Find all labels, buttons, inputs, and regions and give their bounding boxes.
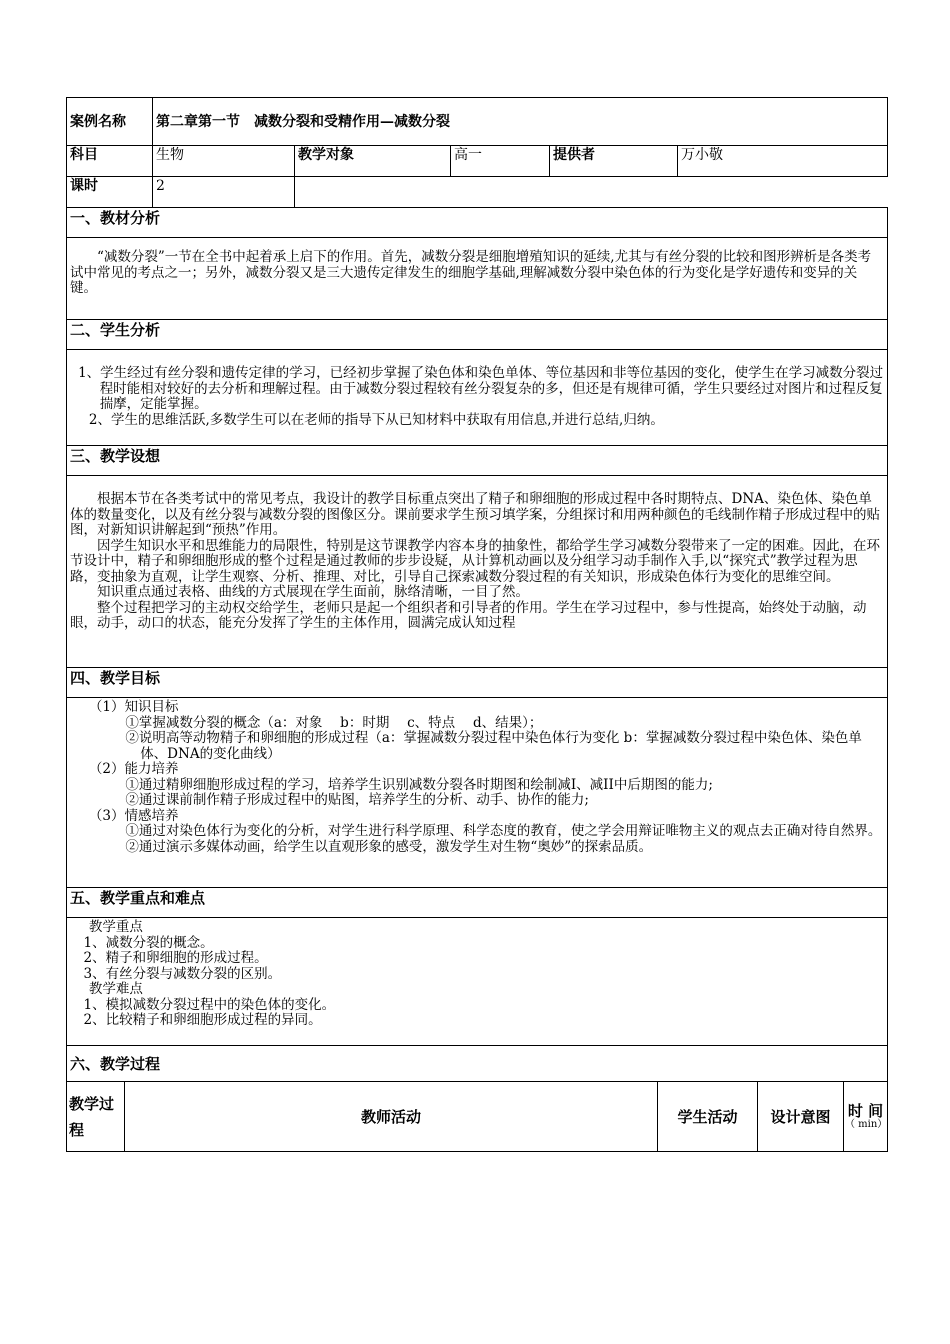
case-name-value: 第二章第一节 减数分裂和受精作用—减数分裂 bbox=[153, 98, 888, 146]
objective-emotion-2: ②通过演示多媒体动画，给学生以直观形象的感受，激发学生对生物“奥妙”的探索品质。 bbox=[125, 838, 653, 855]
key-points-label: 教学重点 bbox=[88, 919, 143, 935]
section-title-design: 三、教学设想 bbox=[67, 446, 888, 476]
process-table bbox=[66, 1081, 888, 1152]
process-col-time bbox=[844, 1082, 888, 1152]
section-body-students bbox=[67, 350, 888, 446]
section-title-objectives: 四、教学目标 bbox=[67, 668, 888, 698]
objective-emotion-1: ①通过对染色体行为变化的分析，对学生进行科学原理、科学态度的教育，使之学会用辩证唯物主义的观点去正确对待自然界。 bbox=[125, 823, 882, 839]
process-col-intent: 设计意图 bbox=[758, 1082, 844, 1152]
provider-label: 提供者 bbox=[550, 146, 678, 177]
section-title-process: 六、教学过程 bbox=[67, 1046, 888, 1082]
process-col-time-label: 时 间 bbox=[847, 1101, 884, 1120]
key-point-3: 3、有丝分裂与减数分裂的区别。 bbox=[83, 965, 282, 982]
section-title-students: 二、学生分析 bbox=[67, 320, 888, 350]
info-table bbox=[66, 97, 888, 1082]
difficult-point-1: 1、模拟减数分裂过程中的染色体的变化。 bbox=[83, 996, 336, 1013]
objective-knowledge-2: ②说明高等动物精子和卵细胞的形成过程（a：掌握减数分裂过程中染色体行为变化 b：掌握减数分裂过程中染色体、染色单体、DNA的变化曲线） bbox=[125, 730, 862, 762]
objective-group-emotion: （3）情感培养 bbox=[88, 807, 179, 824]
design-paragraph-2: 因学生知识水平和思维能力的局限性，特别是这节课教学内容本身的抽象性，都给学生学习减数分裂带来了一定的困难。因此，在环节设计中，精子和卵细胞形成的整个过程是通过教师的步步设疑，从计算机动画以及分组学习动手制作入手,以“探究式”教学过程为思路，变抽象为直观，让学生观察、分析、推理、对比，引导自己探索减数分裂过程的有关知识，形成染色体行为变化的思维空间。 bbox=[70, 537, 880, 585]
difficult-points-label: 教学难点 bbox=[88, 981, 143, 997]
section-body-materials bbox=[67, 238, 888, 320]
period-label: 课时 bbox=[67, 177, 153, 208]
difficult-point-2: 2、比较精子和卵细胞形成过程的异同。 bbox=[83, 1012, 322, 1028]
section-body-design bbox=[67, 476, 888, 668]
lesson-plan bbox=[66, 97, 887, 1152]
section-title-materials: 一、教材分析 bbox=[67, 208, 888, 238]
period-empty bbox=[295, 177, 888, 208]
objective-ability-1: ①通过精卵细胞形成过程的学习，培养学生识别减数分裂各时期图和绘制减I、减II中后期图的能力; bbox=[125, 776, 713, 793]
process-col-time-unit: （ min） bbox=[845, 1118, 888, 1130]
materials-paragraph: “减数分裂”一节在全书中起着承上启下的作用。首先，减数分裂是细胞增殖知识的延续,尤其与有丝分裂的比较和图形辨析是各类考试中常见的考点之一；另外，减数分裂又是三大遗传定律发生的细胞学基础,理解减数分裂中染色体的行为变化是学好遗传和变异的关键。 bbox=[70, 249, 872, 296]
key-point-1: 1、减数分裂的概念。 bbox=[83, 934, 214, 951]
provider-value: 万小敬 bbox=[678, 146, 888, 177]
section-title-key-points: 五、教学重点和难点 bbox=[67, 888, 888, 918]
design-paragraph-1: 根据本节在各类考试中的常见考点，我设计的教学目标重点突出了精子和卵细胞的形成过程中各时期特点、DNA、染色体、染色单体的数量变化，以及有丝分裂与减数分裂的图像区分。课前要求学生预习填学案，分组探讨和用两种颜色的毛线制作精子形成过程中的贴图，对新知识讲解起到“预热”作用。 bbox=[70, 491, 880, 538]
objective-ability-2: ②通过课前制作精子形成过程中的贴图，培养学生的分析、动手、协作的能力; bbox=[125, 792, 589, 808]
period-value: 2 bbox=[153, 177, 295, 208]
section-body-key-points bbox=[67, 918, 888, 1046]
process-col-student: 学生活动 bbox=[658, 1082, 758, 1152]
design-paragraph-4: 整个过程把学习的主动权交给学生，老师只是起一个组织者和引导者的作用。学生在学习过程中，参与性提高，始终处于动脑，动眼，动手，动口的状态，能充分发挥了学生的主体作用，圆满完成认知过程 bbox=[70, 599, 867, 631]
students-point-1: 1、学生经过有丝分裂和遗传定律的学习，已经初步掌握了染色体和染色单体、等位基因和非等位基因的变化，使学生在学习减数分裂过程时能相对较好的去分析和理解过程。由于减数分裂过程较有丝分裂复杂的多，但还是有规律可循，学生只要经过对图片和过程反复揣摩，定能掌握。 bbox=[78, 365, 884, 412]
process-col-teacher: 教师活动 bbox=[125, 1082, 658, 1152]
objective-group-ability: （2）能力培养 bbox=[88, 761, 179, 777]
process-col-stage: 教学过程 bbox=[67, 1082, 125, 1152]
objective-group-knowledge: （1）知识目标 bbox=[88, 699, 179, 715]
key-point-2: 2、精子和卵细胞的形成过程。 bbox=[83, 950, 268, 966]
design-paragraph-3: 知识重点通过表格、曲线的方式展现在学生面前，脉络清晰，一目了然。 bbox=[97, 584, 529, 600]
case-name-label: 案例名称 bbox=[67, 98, 153, 146]
target-label: 教学对象 bbox=[295, 146, 451, 177]
target-value: 高一 bbox=[451, 146, 550, 177]
subject-label: 科目 bbox=[67, 146, 153, 177]
subject-value: 生物 bbox=[153, 146, 295, 177]
section-body-objectives bbox=[67, 698, 888, 888]
students-point-2: 2、学生的思维活跃,多数学生可以在老师的指导下从已知材料中获取有用信息,并进行总结,归纳。 bbox=[88, 411, 664, 428]
objective-knowledge-1: ①掌握减数分裂的概念（a：对象 b：时期 c、特点 d、结果）； bbox=[125, 714, 543, 731]
